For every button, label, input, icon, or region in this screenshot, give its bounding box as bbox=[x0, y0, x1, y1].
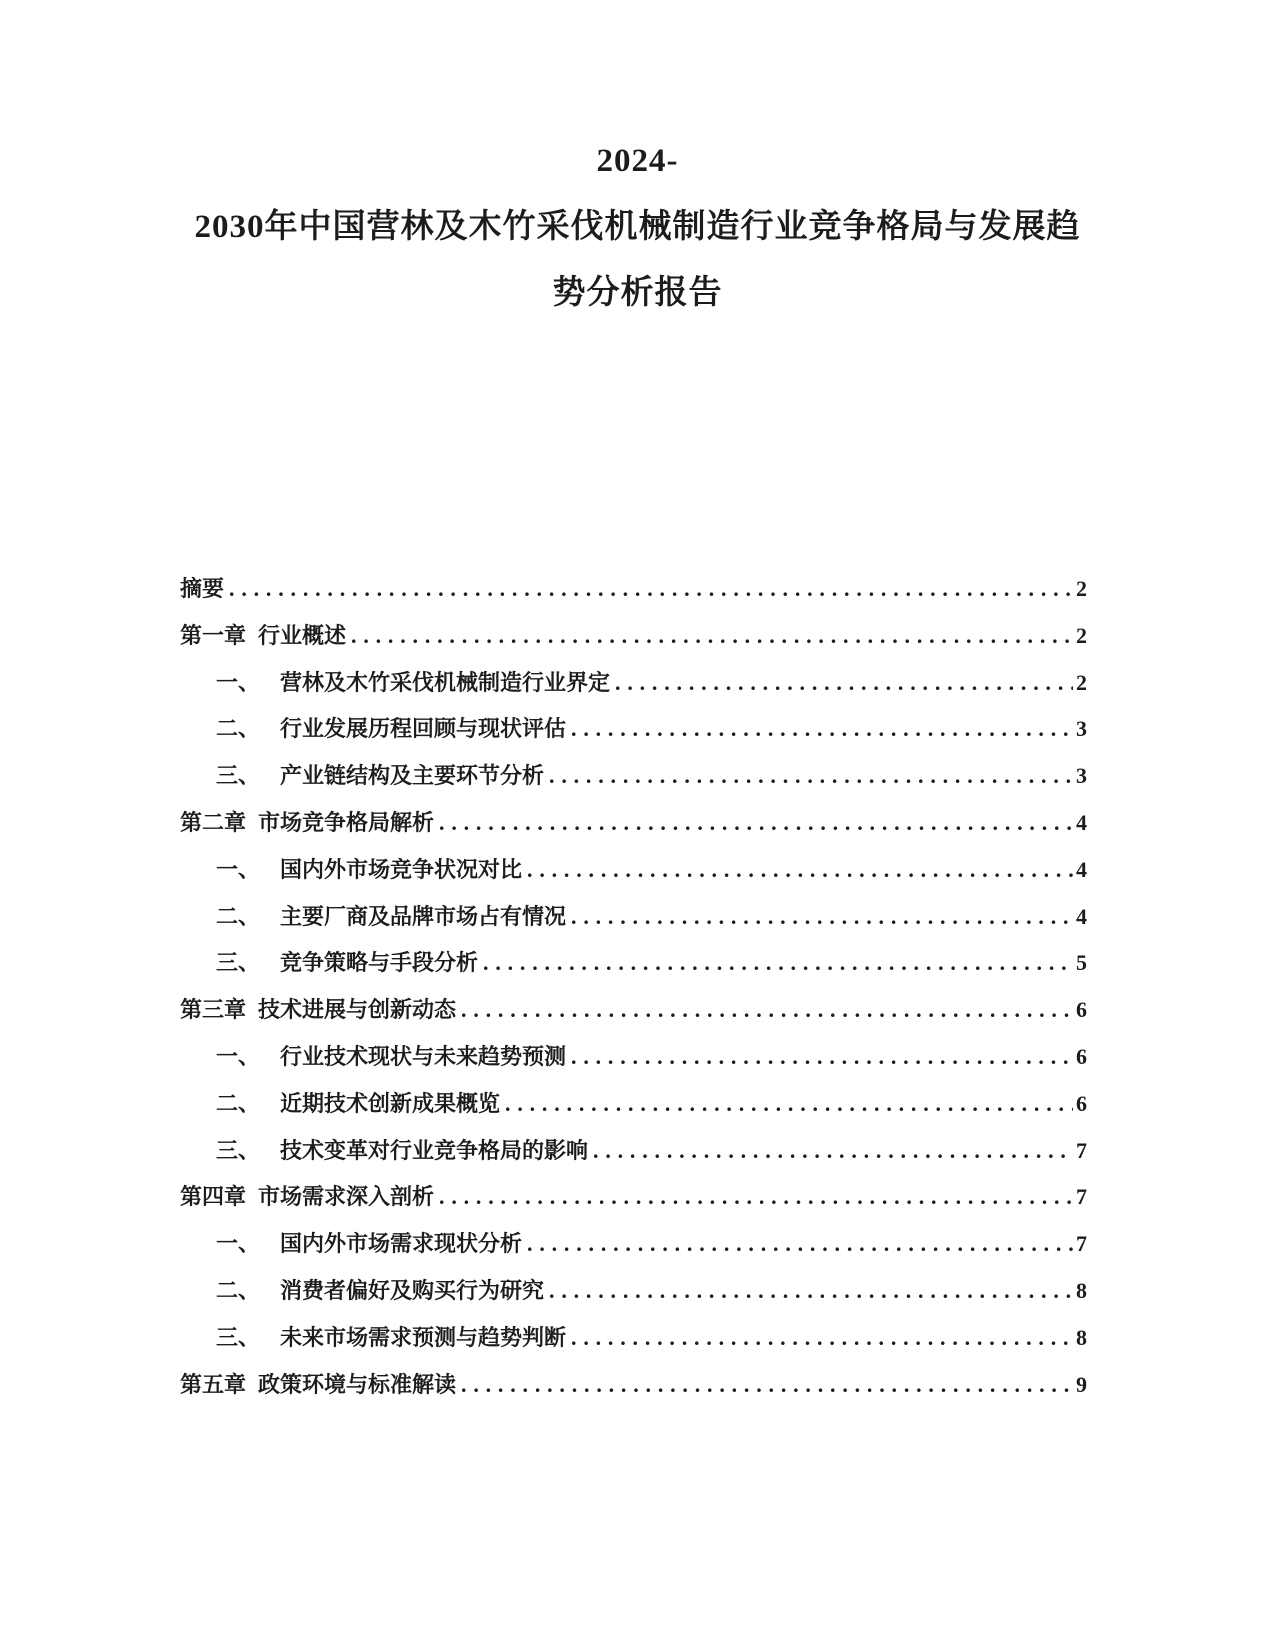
report-title-line-3: 势分析报告 bbox=[552, 275, 723, 311]
toc-entry-ch5[interactable] bbox=[180, 1362, 1087, 1409]
toc-page-number: 3 bbox=[1076, 716, 1087, 742]
toc-entry-title: 政策环境与标准解读 bbox=[258, 1371, 457, 1397]
toc-dot-leader bbox=[571, 1315, 1073, 1362]
toc-entry-ch2-1[interactable] bbox=[180, 847, 1087, 894]
toc-entry-ch3-2[interactable] bbox=[180, 1081, 1087, 1128]
toc-page-number: 9 bbox=[1076, 1371, 1087, 1397]
toc-entry-title: 摘要 bbox=[180, 576, 225, 601]
toc-dot-leader bbox=[351, 613, 1073, 660]
toc-entry-title: 产业链结构及主要环节分析 bbox=[280, 763, 545, 789]
toc-dot-leader bbox=[505, 1081, 1073, 1128]
toc-entry-title: 市场竞争格局解析 bbox=[258, 809, 435, 835]
toc-page-number: 4 bbox=[1076, 856, 1087, 882]
toc-page-number: 5 bbox=[1076, 950, 1087, 976]
toc-page-number: 6 bbox=[1076, 1043, 1087, 1069]
toc-entry-ch4-3[interactable] bbox=[180, 1315, 1087, 1362]
toc-entry-prefix: 第一章 bbox=[180, 622, 247, 648]
toc-entry-prefix: 一、 bbox=[216, 1231, 261, 1257]
toc-page-number: 6 bbox=[1076, 997, 1087, 1023]
toc-entry-title: 技术变革对行业竞争格局的影响 bbox=[280, 1137, 589, 1163]
report-title bbox=[0, 0, 1275, 326]
toc-entry-title: 行业发展历程回顾与现状评估 bbox=[280, 716, 567, 742]
report-title-line-2: 2030年中国营林及木竹采伐机械制造行业竞争格局与发展趋 bbox=[194, 209, 1081, 245]
toc-entry-title: 营林及木竹采伐机械制造行业界定 bbox=[280, 669, 611, 695]
toc-entry-title: 国内外市场需求现状分析 bbox=[280, 1231, 523, 1257]
toc-entry-ch4[interactable] bbox=[180, 1174, 1087, 1221]
toc-entry-ch1-2[interactable] bbox=[180, 706, 1087, 753]
toc-entry-prefix: 第二章 bbox=[180, 809, 247, 835]
toc-page-number: 6 bbox=[1076, 1090, 1087, 1116]
toc-page-number: 4 bbox=[1076, 903, 1087, 929]
toc-dot-leader bbox=[571, 1034, 1073, 1081]
toc-page-number: 7 bbox=[1076, 1231, 1087, 1257]
toc-entry-prefix: 二、 bbox=[216, 716, 261, 742]
toc-entry-ch3-3[interactable] bbox=[180, 1128, 1087, 1175]
toc-dot-leader bbox=[483, 940, 1073, 987]
toc-entry-ch4-1[interactable] bbox=[180, 1221, 1087, 1268]
toc-entry-title: 市场需求深入剖析 bbox=[258, 1184, 435, 1210]
toc-entry-prefix: 三、 bbox=[216, 1324, 261, 1350]
toc-dot-leader bbox=[439, 1174, 1073, 1221]
toc-entry-title: 行业技术现状与未来趋势预测 bbox=[280, 1043, 567, 1069]
toc-entry-title: 主要厂商及品牌市场占有情况 bbox=[280, 903, 567, 929]
toc-entry-prefix: 三、 bbox=[216, 1137, 261, 1163]
toc-dot-leader bbox=[527, 1221, 1073, 1268]
table-of-contents bbox=[180, 566, 1087, 1408]
toc-entry-prefix: 一、 bbox=[216, 1043, 261, 1069]
toc-dot-leader bbox=[593, 1128, 1073, 1175]
toc-page-number: 2 bbox=[1076, 622, 1087, 648]
toc-entry-prefix: 一、 bbox=[216, 856, 261, 882]
toc-entry-ch2-2[interactable] bbox=[180, 894, 1087, 941]
toc-entry-prefix: 二、 bbox=[216, 1277, 261, 1303]
toc-dot-leader bbox=[571, 706, 1073, 753]
toc-entry-title: 消费者偏好及购买行为研究 bbox=[280, 1277, 545, 1303]
toc-page-number: 3 bbox=[1076, 763, 1087, 789]
toc-entry-ch2-3[interactable] bbox=[180, 940, 1087, 987]
toc-entry-prefix: 第五章 bbox=[180, 1371, 247, 1397]
toc-page-number: 8 bbox=[1076, 1324, 1087, 1350]
toc-dot-leader bbox=[527, 847, 1073, 894]
toc-page-number: 7 bbox=[1076, 1184, 1087, 1210]
toc-dot-leader bbox=[439, 800, 1073, 847]
toc-entry-prefix: 三、 bbox=[216, 950, 261, 976]
toc-entry-ch1-3[interactable] bbox=[180, 753, 1087, 800]
toc-entry-prefix: 第三章 bbox=[180, 997, 247, 1023]
toc-dot-leader bbox=[461, 987, 1073, 1034]
toc-dot-leader bbox=[571, 894, 1073, 941]
toc-entry-prefix: 三、 bbox=[216, 763, 261, 789]
toc-entry-prefix: 二、 bbox=[216, 1090, 261, 1116]
toc-page-number: 8 bbox=[1076, 1277, 1087, 1303]
toc-dot-leader bbox=[229, 566, 1073, 613]
toc-entry-ch3-1[interactable] bbox=[180, 1034, 1087, 1081]
toc-entry-ch1[interactable] bbox=[180, 613, 1087, 660]
toc-entry-title: 未来市场需求预测与趋势判断 bbox=[280, 1324, 567, 1350]
toc-entry-title: 行业概述 bbox=[258, 622, 347, 648]
toc-entry-title: 近期技术创新成果概览 bbox=[280, 1090, 501, 1116]
toc-page-number: 4 bbox=[1076, 809, 1087, 835]
toc-entry-prefix: 一、 bbox=[216, 669, 261, 695]
toc-entry-ch4-2[interactable] bbox=[180, 1268, 1087, 1315]
toc-entry-prefix: 第四章 bbox=[180, 1184, 247, 1210]
report-title-line-1: 2024- bbox=[596, 143, 679, 179]
toc-page-number: 7 bbox=[1076, 1137, 1087, 1163]
toc-entry-title: 国内外市场竞争状况对比 bbox=[280, 856, 523, 882]
toc-page-number: 2 bbox=[1076, 669, 1087, 695]
toc-entry-title: 竞争策略与手段分析 bbox=[280, 950, 479, 976]
toc-dot-leader bbox=[615, 660, 1073, 707]
toc-dot-leader bbox=[549, 753, 1073, 800]
toc-dot-leader bbox=[549, 1268, 1073, 1315]
toc-entry-prefix: 二、 bbox=[216, 903, 261, 929]
toc-page-number: 2 bbox=[1076, 576, 1087, 601]
toc-entry-abstract[interactable] bbox=[180, 566, 1087, 613]
toc-entry-ch2[interactable] bbox=[180, 800, 1087, 847]
toc-entry-ch3[interactable] bbox=[180, 987, 1087, 1034]
toc-entry-title: 技术进展与创新动态 bbox=[258, 997, 457, 1023]
toc-dot-leader bbox=[461, 1362, 1073, 1409]
toc-entry-ch1-1[interactable] bbox=[180, 660, 1087, 707]
